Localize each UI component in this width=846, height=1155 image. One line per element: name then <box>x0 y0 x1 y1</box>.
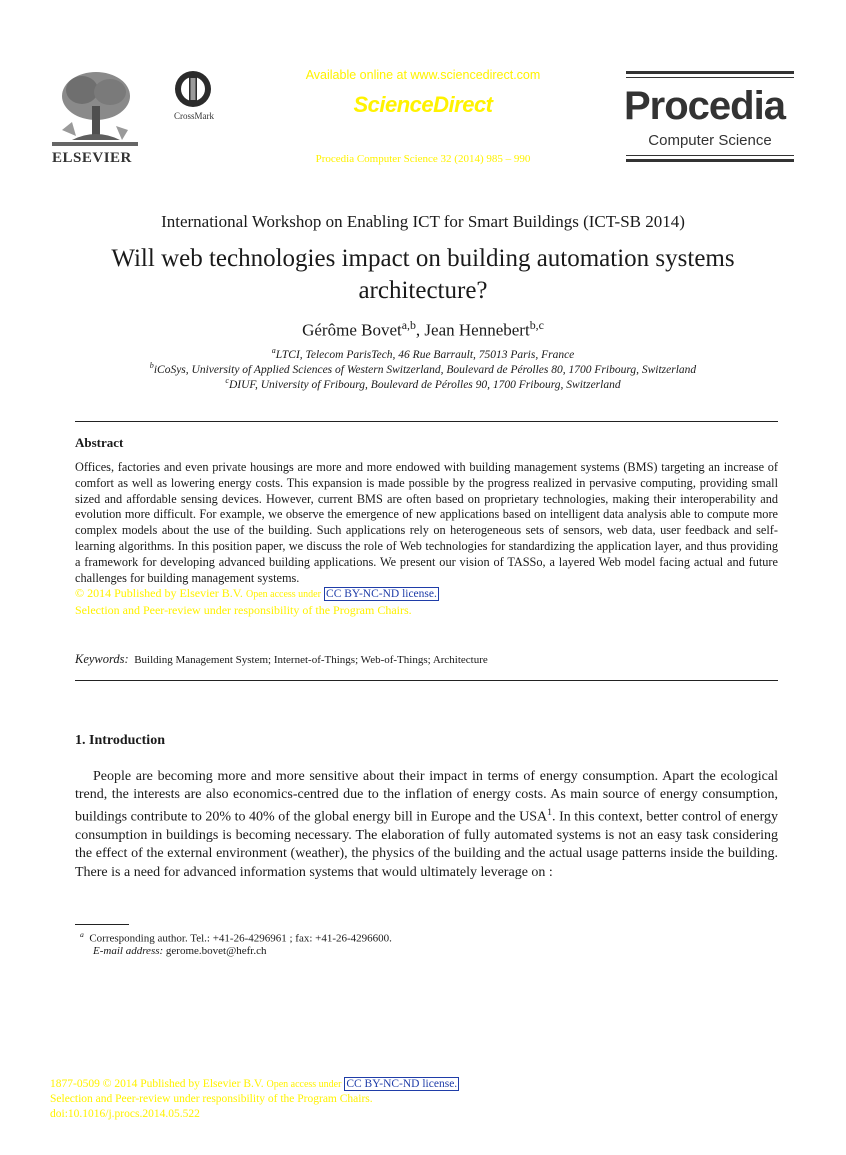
keywords-text: Building Management System; Internet-of-Things; Web-of-Things; Architecture <box>134 654 488 666</box>
introduction-body <box>75 768 778 882</box>
footer-issn-copyright: 1877-0509 © 2014 Published by Elsevier B.V. <box>50 1078 264 1090</box>
paper-title-line1: Will web technologies impact on building automation systems <box>111 245 735 272</box>
author-name: Jean Hennebert <box>424 320 530 340</box>
abstract-peer-review: Selection and Peer-review under responsibility of the Program Chairs. <box>75 603 412 618</box>
procedia-top-rule-thin <box>626 77 794 78</box>
procedia-top-rule <box>626 71 794 74</box>
footer-open-access: Open access under <box>266 1079 342 1090</box>
abstract-copyright: © 2014 Published by Elsevier B.V. <box>75 586 243 601</box>
introduction-text-continued: . In this context, better control of energy consumption in buildings is becoming necessary. The elaboration of fully automated systems is not an easy task considering the effect of the external environment (weather), the physics of the building and the actual usage patterns inside the building. There is a need for advanced information systems that would ultimately leverage on : <box>75 810 778 880</box>
author-name: Gérôme Bovet <box>302 320 402 340</box>
affiliation <box>0 361 846 376</box>
available-online-link[interactable]: Available online at www.sciencedirect.com <box>305 68 541 82</box>
footnote-rule <box>75 924 129 925</box>
footnote-corresponding <box>80 930 392 945</box>
procedia-bottom-rule <box>626 159 794 162</box>
affiliation <box>0 346 846 361</box>
abstract-heading: Abstract <box>75 435 124 450</box>
crossmark-label: CrossMark <box>174 111 214 121</box>
abstract-top-rule <box>75 421 778 422</box>
affiliation-mark: c <box>225 376 229 385</box>
footer-peer-review: Selection and Peer-review under responsibility of the Program Chairs. <box>50 1093 373 1105</box>
email-address[interactable]: gerome.bovet@hefr.ch <box>165 945 267 957</box>
procedia-title: Procedia <box>624 84 785 128</box>
author-affiliation-mark: b,c <box>529 318 544 332</box>
abstract-open-access: Open access under <box>245 589 321 601</box>
keywords-label: Keywords: <box>75 652 129 666</box>
reference-mark[interactable]: 1 <box>547 807 553 819</box>
sciencedirect-logo: ScienceDirect <box>353 92 493 117</box>
footer-block <box>50 1077 459 1122</box>
abstract-bottom-rule <box>75 680 778 681</box>
abstract-body <box>75 460 778 619</box>
introduction-heading: 1. Introduction <box>75 733 165 748</box>
paper-title-line2: architecture? <box>358 277 488 304</box>
abstract-license-link[interactable]: CC BY-NC-ND license. <box>326 588 437 601</box>
abstract-license-line <box>75 586 778 603</box>
author-list <box>0 318 846 341</box>
introduction-text: People are becoming more and more sensitive about their impact in terms of energy consumption. Apart the ecological trend, the interests are also economics-centred due to the inflation of energy costs. As main source of energy consumption, buildings contribute to 20% to 40% of the global energy bill in Europe and the USA <box>75 769 778 826</box>
elsevier-wordmark: ELSEVIER <box>52 150 132 166</box>
author-separator: , <box>415 320 425 340</box>
procedia-bottom-rule-thin <box>626 155 794 156</box>
footer-doi[interactable]: doi:10.1016/j.procs.2014.05.522 <box>50 1108 200 1120</box>
affiliation-text: DIUF, University of Fribourg, Boulevard de Pérolles 90, 1700 Fribourg, Switzerland <box>228 378 621 391</box>
author-affiliation-mark: a,b <box>401 318 416 332</box>
procedia-subtitle: Computer Science <box>648 132 772 149</box>
affiliation-mark: b <box>149 361 154 370</box>
workshop-name: International Workshop on Enabling ICT for Smart Buildings (ICT-SB 2014) <box>161 212 685 231</box>
journal-reference: Procedia Computer Science 32 (2014) 985 – 990 <box>315 153 531 165</box>
footnote-mark: a <box>80 930 84 939</box>
footer-license-link[interactable]: CC BY-NC-ND license. <box>346 1078 458 1090</box>
affiliation-text: LTCI, Telecom ParisTech, 46 Rue Barrault, 75013 Paris, France <box>275 348 575 361</box>
abstract-text: Offices, factories and even private housings are more and more endowed with building management systems (BMS) targeting an increase of comfort as well as lowering energy costs. This expansion is made possible by the progress realized in pervasive computing, providing small sized and affordable sensing devices. However, current BMS are often based on proprietary technologies, making their interoperability and evolution more difficult. For example, we observe the emergence of new applications based on intelligent data analysis able to compute more complex models about the use of the building. Such applications rely on heterogeneous sets of sensors, web data, user feedback and self-learning algorithms. In this position paper, we discuss the role of Web technologies for standardizing the application layer, and thus providing a framework for developing advanced building applications. We present our vision of TASSo, a layered Web model facing actual and future challenges for building management systems. <box>75 460 778 585</box>
email-label: E-mail address: <box>93 945 164 957</box>
footer-license-line <box>50 1077 459 1092</box>
footnote-text: Corresponding author. Tel.: +41-26-4296961 ; fax: +41-26-4296600. <box>89 932 392 945</box>
affiliation-text: iCoSys, University of Applied Sciences of Western Switzerland, Boulevard de Pérolles 80, 1700 Fribourg, Switzerland <box>153 363 697 376</box>
paper-title <box>0 243 846 307</box>
keywords-line <box>75 652 778 669</box>
footnote-email <box>93 945 266 957</box>
affiliation-mark: a <box>271 346 276 355</box>
affiliation <box>0 376 846 391</box>
